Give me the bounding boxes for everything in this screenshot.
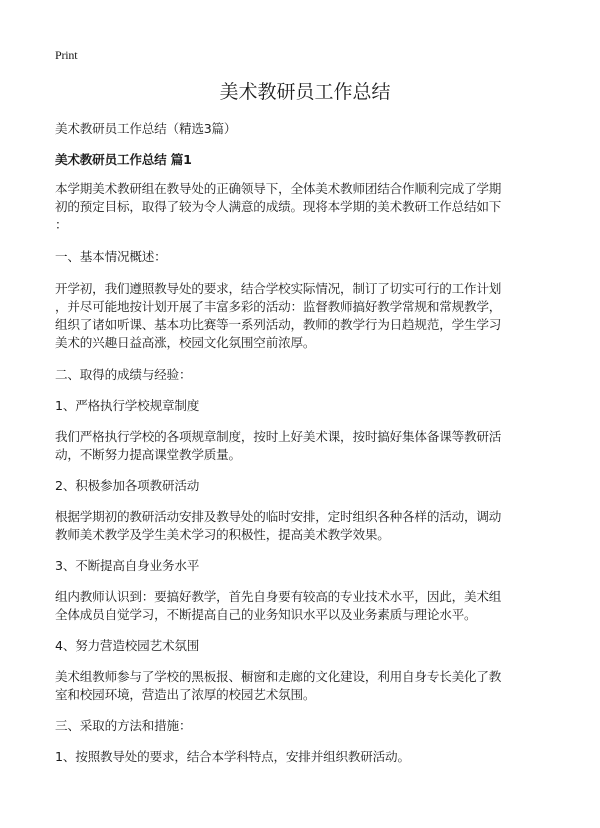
paragraph <box>55 668 501 704</box>
text-line: ，并尽可能地按计划开展了丰富多彩的活动：监督教师搞好教学常规和常规教学， <box>55 299 502 314</box>
print-link[interactable]: Print <box>55 48 78 62</box>
subtitle: 美术教研员工作总结（精选3篇） <box>55 121 237 136</box>
paragraph <box>55 180 501 234</box>
section-heading <box>55 477 199 495</box>
text-line: 开学初，我们遵照教导处的要求，结合学校实际情况，制订了切实可行的工作计划 <box>55 281 502 296</box>
text-line: 2、积极参加各项教研活动 <box>55 478 200 493</box>
paragraph <box>55 428 501 464</box>
paragraph <box>55 280 501 352</box>
section-heading <box>55 397 199 415</box>
section-heading <box>55 557 199 575</box>
text-line: 我们严格执行学校的各项规章制度，按时上好美术课，按时搞好集体备课等教研活 <box>55 429 502 444</box>
section-heading <box>55 366 191 384</box>
text-line: 4、努力营造校园艺术氛围 <box>55 638 200 653</box>
text-line: ： <box>55 217 68 232</box>
paragraph <box>55 588 501 624</box>
text-line: 组织了诸如听课、基本功比赛等一系列活动，教师的教学行为日趋规范，学生学习 <box>55 317 502 332</box>
section-heading <box>55 717 191 735</box>
text-line: 全体成员自觉学习，不断提高自己的业务知识水平以及业务素质与理论水平。 <box>55 607 477 622</box>
text-line: 根据学期初的教研活动安排及教导处的临时安排，定时组织各种各样的活动，调动 <box>55 509 502 524</box>
text-line: 一、基本情况概述： <box>55 249 167 264</box>
text-line: 室和校园环境，营造出了浓厚的校园艺术氛围。 <box>55 687 316 702</box>
text-line: 动，不断努力提高课堂教学质量。 <box>55 447 241 462</box>
text-line: 组内教师认识到：要搞好教学，首先自身要有较高的专业技术水平，因此，美术组 <box>55 589 502 604</box>
text-line: 1、严格执行学校规章制度 <box>55 398 200 413</box>
text-line: 二、取得的成绩与经验： <box>55 367 192 382</box>
section-heading: 美术教研员工作总结 篇1 <box>55 152 192 167</box>
text-line: 美术的兴趣日益高涨，校园文化氛围空前浓厚。 <box>55 335 316 350</box>
text-line: 三、采取的方法和措施： <box>55 718 192 733</box>
text-line: 1、按照教导处的要求，结合本学科特点，安排并组织教研活动。 <box>55 749 410 764</box>
text-line: 初的预定目标，取得了较为令人满意的成绩。现将本学期的美术教研工作总结如下 <box>55 199 502 214</box>
text-line: 美术组教师参与了学校的黑板报、橱窗和走廊的文化建设，利用自身专长美化了教 <box>55 669 502 684</box>
paragraph <box>55 748 410 766</box>
text-line: 教师美术教学及学生美术学习的积极性，提高美术教学效果。 <box>55 527 390 542</box>
paragraph <box>55 508 501 544</box>
text-line: 本学期美术教研组在教导处的正确领导下，全体美术教师团结合作顺利完成了学期 <box>55 181 502 196</box>
section-heading <box>55 637 199 655</box>
section-heading <box>55 248 167 266</box>
text-line: 3、不断提高自身业务水平 <box>55 558 200 573</box>
page-title: 美术教研员工作总结 <box>219 81 391 103</box>
